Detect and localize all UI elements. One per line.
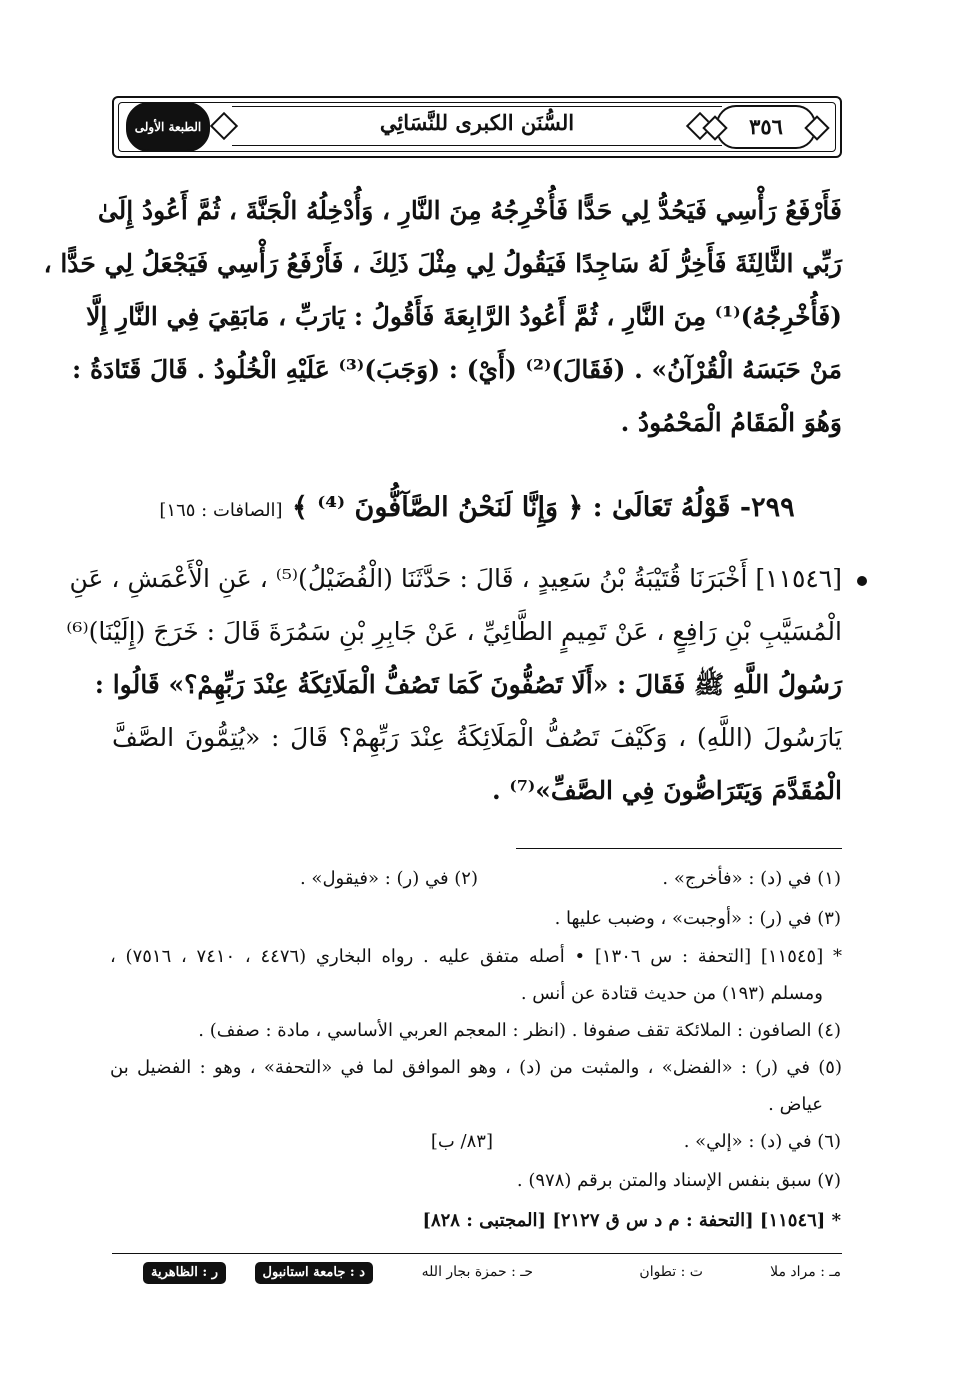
book-title: السُّنَن الكبرى للنَّسَائِي — [379, 110, 575, 135]
quran-reference: [الصافات : ١٦٥] — [159, 500, 283, 521]
manuscript-r-badge: ر : الظاهرية — [143, 1262, 226, 1284]
section-heading — [112, 492, 842, 523]
text-line: الْمُسَيَّبِ بْنِ رَافِعٍ ، عَنْ تَمِيمٍ الطَّائِيِّ ، عَنْ جَابِرِ بْنِ سَمُرَةَ قَالَ : خَرَجَ (إِلَيْنَا)⁽⁶⁾ — [66, 617, 842, 646]
hadith-11546 — [66, 552, 842, 817]
text-line: رَبِّي الثَّالِثَةَ فَأَخِرُّ لَهُ سَاجِدًا فَيَقُولُ لِي مِثْلَ ذَلِكَ ، فَأَرْفَعُ رَأْسِي فَيَجْعَلُ لِي حَدًّا ، — [43, 249, 842, 278]
footnote-5: (٥) في (ر) : «الفضل» ، والمثبت من (د) ، وهو الموافق لما في «التحفة» ، وهو : الفضيل بن — [110, 1057, 842, 1078]
book-emblem-icon: الطبعة الأولى — [126, 102, 210, 152]
takhrij-11546: * [١١٥٤٦] [التحفة : م د س ق ٢١٢٧] [المجتبى : ٨٢٨] — [422, 1210, 841, 1231]
footnote-1: (١) في (د) : «فأخرج» . — [662, 868, 841, 889]
text-line: رَسُولُ اللَّهِ ﷺ فَقَالَ : «أَلَا تَصُفُّونَ كَمَا تَصُفُّ الْمَلَائِكَةُ عِنْدَ رَبِّهِمْ؟» قَالُوا : — [94, 670, 842, 699]
takhrij-11545-cont: ومسلم (١٩٣) من حديث قتادة عن أنس . — [520, 983, 823, 1004]
page-number: ٣٥٦ — [716, 105, 816, 149]
footnote-2: (٢) في (ر) : «فيقول» . — [299, 868, 478, 889]
text-line: (فَأُخْرِجُهُ)⁽¹⁾ مِنَ النَّارِ ، ثُمَّ أَعُودُ الرَّابِعَةَ فَأَقُولُ : يَارَبِّ ، مَابَقِيَ فِي النَّارِ إِلَّا — [86, 302, 842, 331]
footnote-6: (٦) في (د) : «إلي» . — [683, 1131, 841, 1152]
manuscript-d-badge: د : جامعة استانبول — [255, 1262, 373, 1284]
text-line: الْمُقَدَّمَ وَيَتَرَاصُّونَ فِي الصَّفِّ»⁽⁷⁾ . — [492, 776, 842, 805]
text-line: فَأَرْفَعُ رَأْسِي فَيَحُدُّ لِي حَدًّا فَأُخْرِجُهُ مِنَ النَّارِ ، وَأُدْخِلُهُ الْجَنَّةَ ، ثُمَّ أَعُودُ إِلَىٰ — [97, 196, 842, 225]
text-line: مَنْ حَبَسَهُ الْقُرْآنُ» . (فَقَالَ)⁽²⁾ (أَيْ) : (وَجَبَ)⁽³⁾ عَلَيْهِ الْخُلُودُ . قَالَ قَتَادَةُ : — [72, 355, 842, 384]
footnote-5-cont: عياض . — [768, 1094, 823, 1115]
heading-text: ٢٩٩- قَوْلُهُ تَعَالَىٰ : ﴿ وَإِنَّا لَنَحْنُ الصَّآفُّونَ ⁽⁴⁾ ﴾ — [292, 492, 795, 523]
manuscript-h: حـ : حمزة بجار الله — [421, 1264, 533, 1280]
folio-marker: [٨٣/ ب] — [430, 1131, 493, 1152]
takhrij-11545: * [١١٥٤٥] [التحفة : س ١٣٠٦] • أصله متفق عليه . رواه البخاري (٤٤٧٦ ، ٧٤١٠ ، ٧٥١٦) ، — [110, 946, 842, 967]
continued-text — [43, 184, 842, 449]
manuscript-m: مـ : مراد ملا — [770, 1264, 841, 1280]
footnote-7: (٧) سبق بنفس الإسناد والمتن برقم (٩٧٨) . — [516, 1170, 841, 1191]
bottom-rule — [112, 1253, 842, 1254]
page-header — [112, 96, 842, 158]
footnote-4: (٤) الصافون : الملائكة تقف صفوفا . (انظر : المعجم العربي الأساسي ، مادة : صفف) . — [198, 1020, 841, 1041]
text-line: وَهُوَ الْمَقَامُ الْمَحْمُودُ . — [620, 408, 842, 437]
footnote-3: (٣) في (ر) : «أوجبت» ، وضبب عليها . — [554, 908, 841, 929]
bullet-icon — [857, 576, 867, 586]
text-line: [١١٥٤٦] أَخْبَرَنَا قُتَيْبَةُ بْنُ سَعِيدٍ ، قَالَ : حَدَّثَنَا (الْفُضَيْلُ)⁽⁵⁾ ، عَنِ الْأَعْمَشِ ، عَنِ — [69, 564, 842, 593]
manuscript-t: ت : تطوان — [639, 1264, 703, 1280]
footnote-separator — [516, 848, 842, 849]
text-line: يَارَسُولَ (اللَّهِ) ، وَكَيْفَ تَصُفُّ الْمَلَائِكَةُ عِنْدَ رَبِّهِمْ؟ قَالَ : «يُتِمُّونَ الصَّفَّ — [112, 723, 842, 752]
